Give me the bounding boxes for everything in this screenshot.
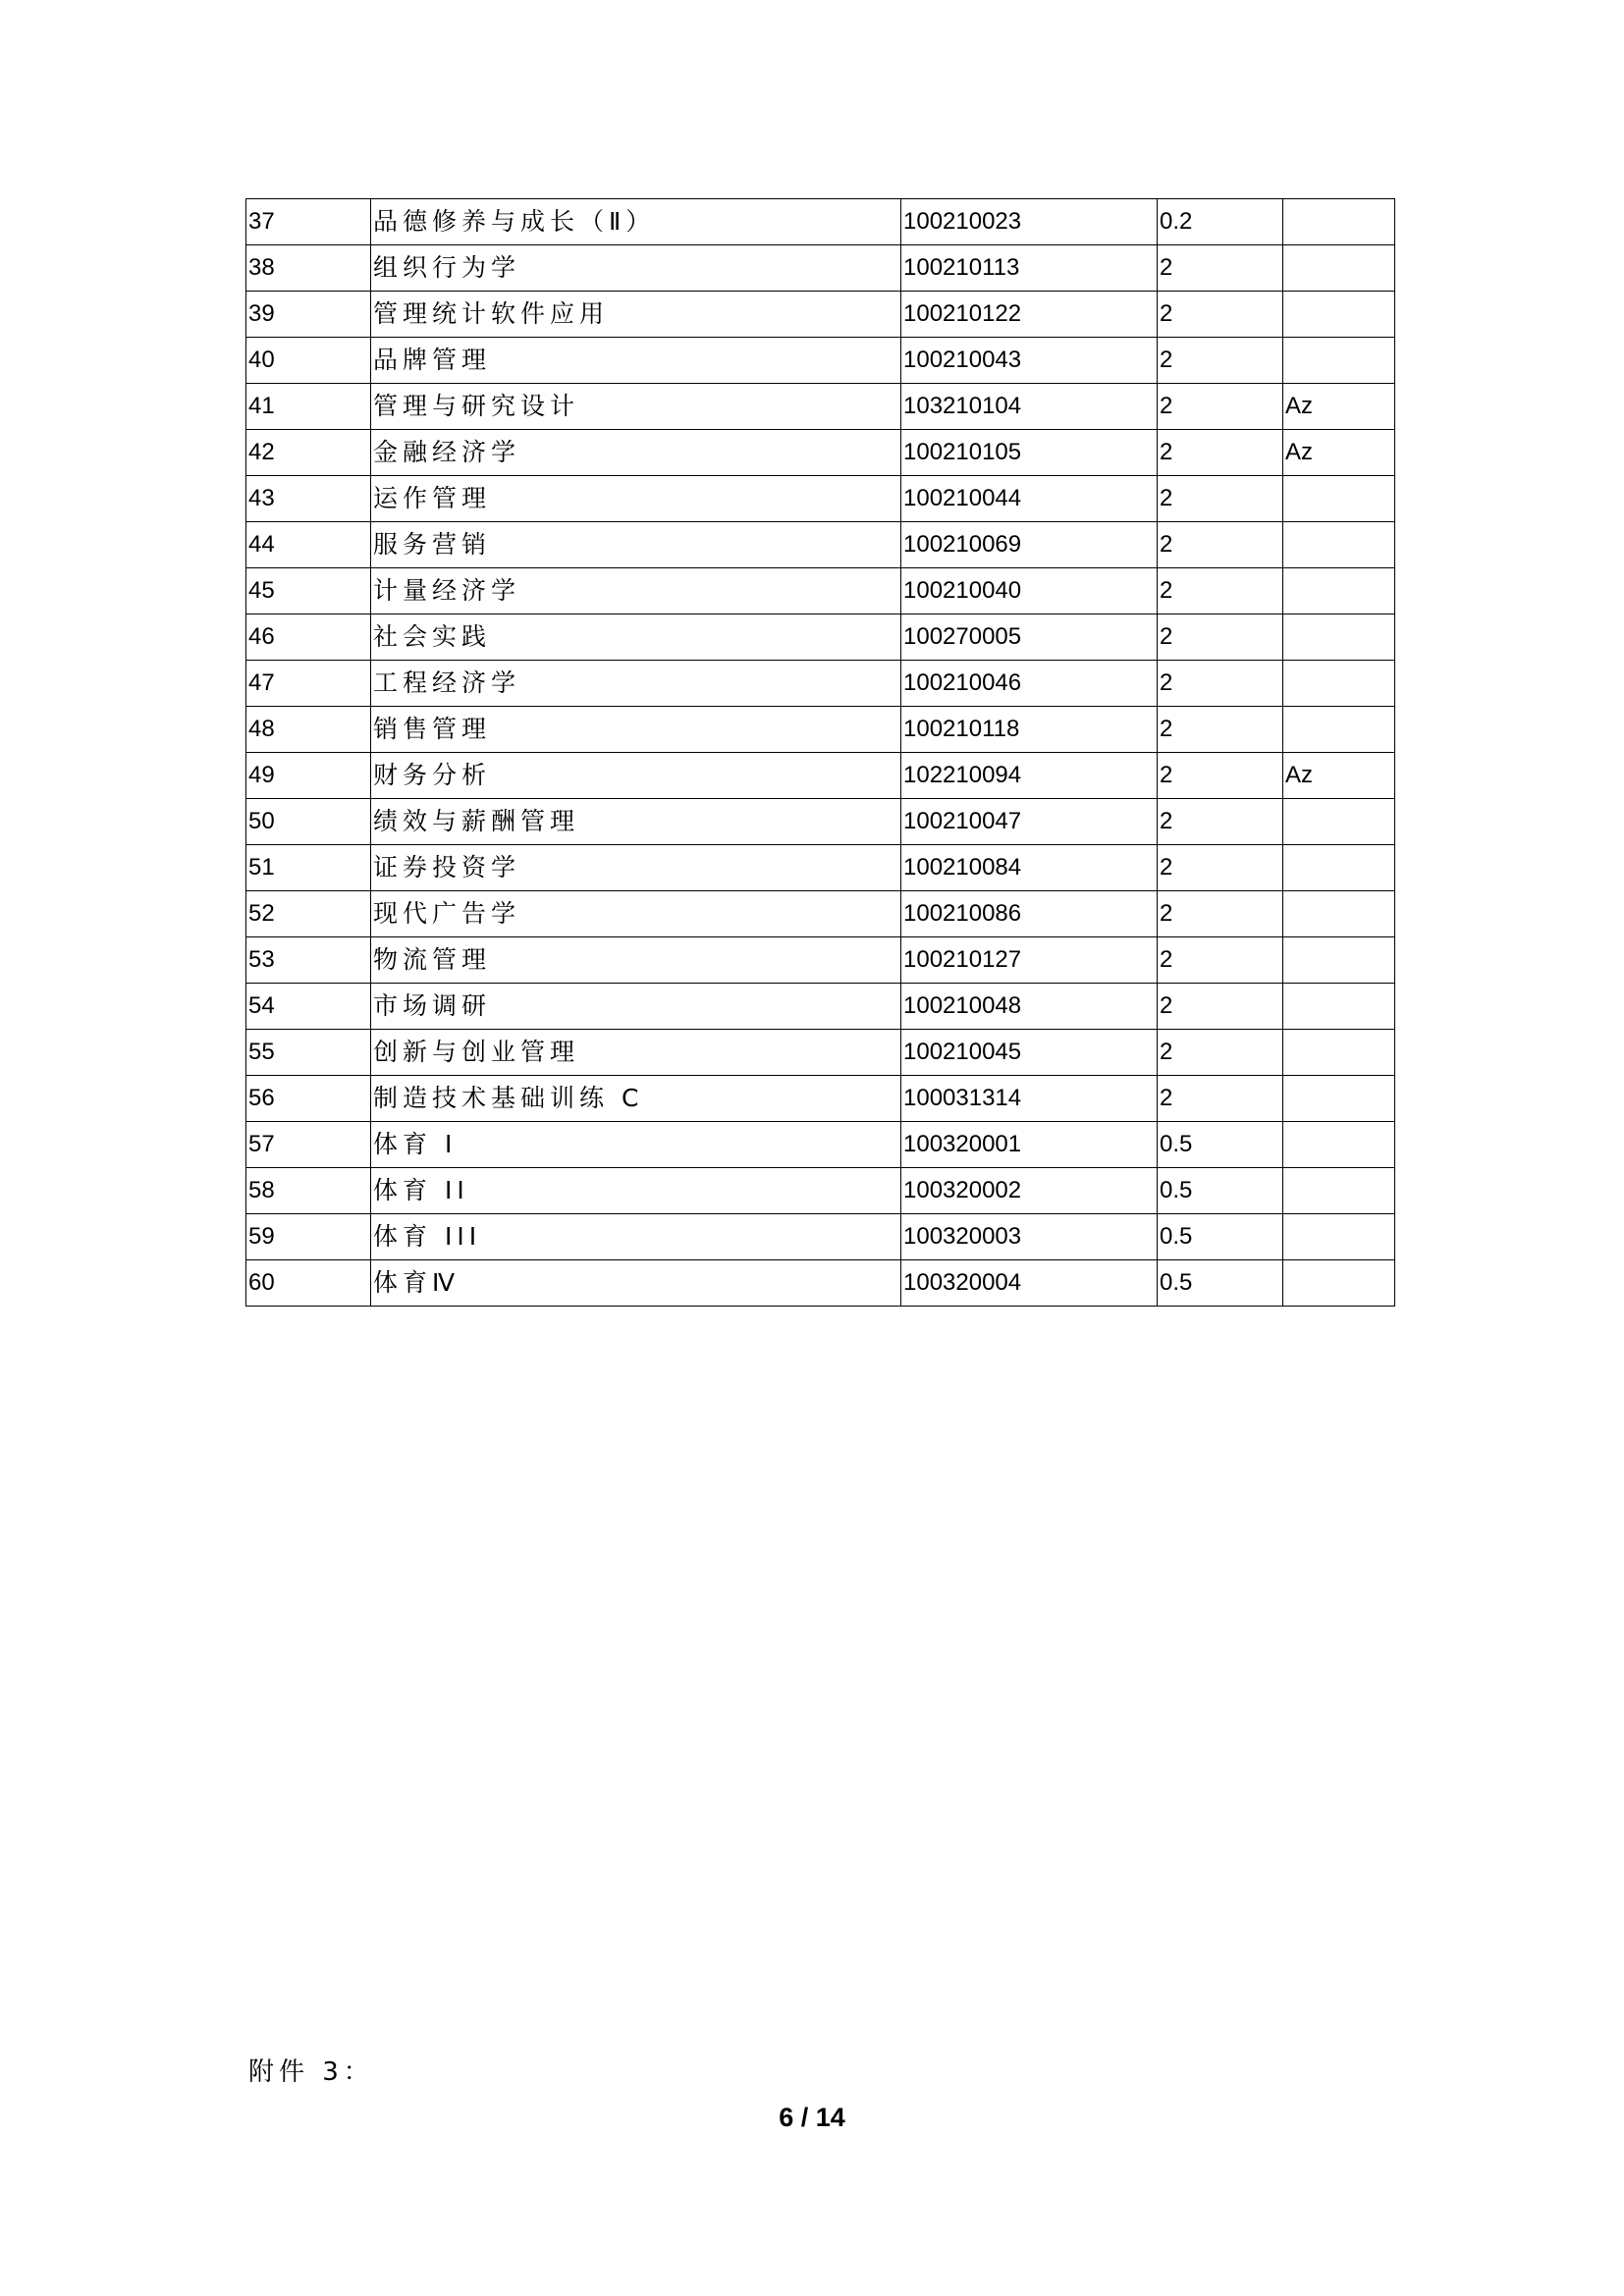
table-row: [246, 1030, 1395, 1076]
table-row: [246, 707, 1395, 753]
table-row: [246, 338, 1395, 384]
note-cell: [1283, 245, 1395, 292]
row-number-cell: 51: [246, 845, 371, 891]
course-code-cell: 102210094: [901, 753, 1158, 799]
row-number-cell: 55: [246, 1030, 371, 1076]
row-number-cell: 59: [246, 1214, 371, 1260]
row-number-cell: 43: [246, 476, 371, 522]
table-row: [246, 522, 1395, 568]
page-number: 6 / 14: [779, 2103, 845, 2132]
course-code-cell: 100320002: [901, 1168, 1158, 1214]
course-code-cell: 100210122: [901, 292, 1158, 338]
credit-cell: 0.5: [1158, 1168, 1283, 1214]
note-cell: [1283, 799, 1395, 845]
row-number-cell: 50: [246, 799, 371, 845]
course-name-cell: 体育Ⅳ: [371, 1260, 901, 1307]
course-name-cell: 制造技术基础训练 C: [371, 1076, 901, 1122]
course-name-cell: 体育 II: [371, 1168, 901, 1214]
credit-cell: 2: [1158, 292, 1283, 338]
table-row: [246, 430, 1395, 476]
course-code-cell: 100210113: [901, 245, 1158, 292]
course-code-cell: 100320001: [901, 1122, 1158, 1168]
row-number-cell: 39: [246, 292, 371, 338]
course-name-cell: 创新与创业管理: [371, 1030, 901, 1076]
course-code-cell: 100210069: [901, 522, 1158, 568]
credit-cell: 0.5: [1158, 1260, 1283, 1307]
note-cell: [1283, 292, 1395, 338]
course-table-body: [246, 199, 1395, 1307]
row-number-cell: 57: [246, 1122, 371, 1168]
course-table: [245, 198, 1395, 1307]
course-code-cell: 100320004: [901, 1260, 1158, 1307]
table-row: [246, 661, 1395, 707]
row-number-cell: 42: [246, 430, 371, 476]
course-name-cell: 管理与研究设计: [371, 384, 901, 430]
table-row: [246, 937, 1395, 984]
credit-cell: 0.5: [1158, 1122, 1283, 1168]
row-number-cell: 49: [246, 753, 371, 799]
course-name-cell: 体育 III: [371, 1214, 901, 1260]
course-name-cell: 工程经济学: [371, 661, 901, 707]
course-name-cell: 服务营销: [371, 522, 901, 568]
row-number-cell: 41: [246, 384, 371, 430]
course-name-cell: 物流管理: [371, 937, 901, 984]
credit-cell: 2: [1158, 845, 1283, 891]
note-cell: [1283, 522, 1395, 568]
credit-cell: 2: [1158, 384, 1283, 430]
table-row: [246, 1076, 1395, 1122]
course-name-cell: 组织行为学: [371, 245, 901, 292]
credit-cell: 2: [1158, 891, 1283, 937]
course-code-cell: 103210104: [901, 384, 1158, 430]
row-number-cell: 44: [246, 522, 371, 568]
course-code-cell: 100210127: [901, 937, 1158, 984]
note-cell: [1283, 614, 1395, 661]
note-cell: [1283, 707, 1395, 753]
course-code-cell: 100031314: [901, 1076, 1158, 1122]
note-cell: [1283, 891, 1395, 937]
row-number-cell: 47: [246, 661, 371, 707]
note-cell: [1283, 1260, 1395, 1307]
note-cell: [1283, 1214, 1395, 1260]
credit-cell: 2: [1158, 1076, 1283, 1122]
note-cell: Az: [1283, 384, 1395, 430]
course-code-cell: 100210044: [901, 476, 1158, 522]
row-number-cell: 56: [246, 1076, 371, 1122]
row-number-cell: 53: [246, 937, 371, 984]
course-name-cell: 市场调研: [371, 984, 901, 1030]
credit-cell: 2: [1158, 799, 1283, 845]
note-cell: [1283, 1168, 1395, 1214]
credit-cell: 2: [1158, 1030, 1283, 1076]
note-cell: Az: [1283, 430, 1395, 476]
table-row: [246, 199, 1395, 245]
course-code-cell: 100270005: [901, 614, 1158, 661]
course-name-cell: 体育 I: [371, 1122, 901, 1168]
credit-cell: 0.2: [1158, 199, 1283, 245]
row-number-cell: 48: [246, 707, 371, 753]
table-row: [246, 891, 1395, 937]
table-row: [246, 1168, 1395, 1214]
course-name-cell: 社会实践: [371, 614, 901, 661]
credit-cell: 2: [1158, 614, 1283, 661]
row-number-cell: 37: [246, 199, 371, 245]
attachment-label: 附件 3：: [248, 2057, 374, 2087]
course-name-cell: 品德修养与成长（Ⅱ）: [371, 199, 901, 245]
course-code-cell: 100210105: [901, 430, 1158, 476]
row-number-cell: 60: [246, 1260, 371, 1307]
credit-cell: 2: [1158, 753, 1283, 799]
credit-cell: 2: [1158, 245, 1283, 292]
note-cell: [1283, 845, 1395, 891]
row-number-cell: 54: [246, 984, 371, 1030]
note-cell: [1283, 937, 1395, 984]
table-row: [246, 245, 1395, 292]
credit-cell: 2: [1158, 707, 1283, 753]
credit-cell: 2: [1158, 937, 1283, 984]
note-cell: [1283, 661, 1395, 707]
credit-cell: 0.5: [1158, 1214, 1283, 1260]
credit-cell: 2: [1158, 522, 1283, 568]
note-cell: [1283, 199, 1395, 245]
course-name-cell: 绩效与薪酬管理: [371, 799, 901, 845]
note-cell: [1283, 338, 1395, 384]
course-code-cell: 100210048: [901, 984, 1158, 1030]
course-name-cell: 财务分析: [371, 753, 901, 799]
course-code-cell: 100210118: [901, 707, 1158, 753]
table-row: [246, 476, 1395, 522]
note-cell: [1283, 1030, 1395, 1076]
row-number-cell: 52: [246, 891, 371, 937]
course-name-cell: 运作管理: [371, 476, 901, 522]
credit-cell: 2: [1158, 476, 1283, 522]
course-name-cell: 品牌管理: [371, 338, 901, 384]
table-row: [246, 568, 1395, 614]
table-row: [246, 384, 1395, 430]
table-row: [246, 1260, 1395, 1307]
note-cell: [1283, 1076, 1395, 1122]
course-code-cell: 100210084: [901, 845, 1158, 891]
course-code-cell: 100210040: [901, 568, 1158, 614]
course-code-cell: 100210086: [901, 891, 1158, 937]
table-row: [246, 1122, 1395, 1168]
credit-cell: 2: [1158, 338, 1283, 384]
row-number-cell: 58: [246, 1168, 371, 1214]
row-number-cell: 46: [246, 614, 371, 661]
credit-cell: 2: [1158, 430, 1283, 476]
table-row: [246, 1214, 1395, 1260]
course-name-cell: 管理统计软件应用: [371, 292, 901, 338]
course-code-cell: 100210046: [901, 661, 1158, 707]
credit-cell: 2: [1158, 984, 1283, 1030]
note-cell: [1283, 984, 1395, 1030]
note-cell: [1283, 476, 1395, 522]
note-cell: [1283, 568, 1395, 614]
table-row: [246, 614, 1395, 661]
course-name-cell: 计量经济学: [371, 568, 901, 614]
course-name-cell: 证券投资学: [371, 845, 901, 891]
row-number-cell: 38: [246, 245, 371, 292]
table-row: [246, 984, 1395, 1030]
course-name-cell: 金融经济学: [371, 430, 901, 476]
course-code-cell: 100320003: [901, 1214, 1158, 1260]
note-cell: Az: [1283, 753, 1395, 799]
course-code-cell: 100210045: [901, 1030, 1158, 1076]
table-row: [246, 845, 1395, 891]
credit-cell: 2: [1158, 661, 1283, 707]
credit-cell: 2: [1158, 568, 1283, 614]
course-code-cell: 100210043: [901, 338, 1158, 384]
table-row: [246, 799, 1395, 845]
note-cell: [1283, 1122, 1395, 1168]
course-code-cell: 100210023: [901, 199, 1158, 245]
course-name-cell: 现代广告学: [371, 891, 901, 937]
row-number-cell: 45: [246, 568, 371, 614]
course-name-cell: 销售管理: [371, 707, 901, 753]
course-code-cell: 100210047: [901, 799, 1158, 845]
table-row: [246, 753, 1395, 799]
table-row: [246, 292, 1395, 338]
row-number-cell: 40: [246, 338, 371, 384]
